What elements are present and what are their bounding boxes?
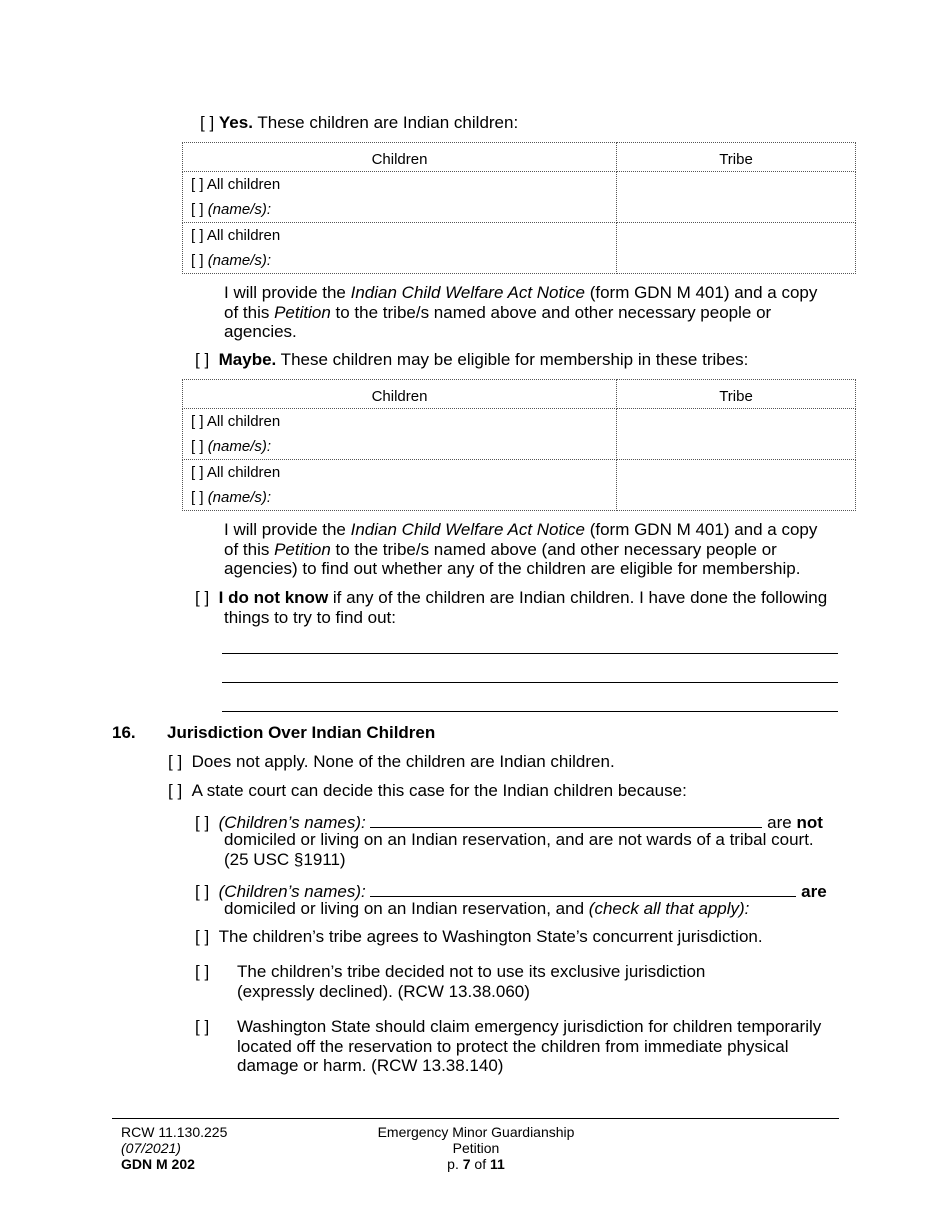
- table-row: [183, 172, 856, 223]
- answer-line[interactable]: [222, 653, 838, 654]
- all-children-option[interactable]: [ ] All children: [191, 176, 281, 193]
- yes-tribe-table: [182, 142, 856, 274]
- maybe-tribe-table: [182, 379, 856, 511]
- footer-divider: [112, 1118, 839, 1119]
- dont-know-option: [ ] I do not know if any of the children are Indian children. I have done the following: [195, 588, 828, 607]
- yes-label: Yes.: [218, 113, 253, 132]
- all-children-option[interactable]: [ ] All children: [191, 413, 281, 430]
- does-not-apply-option: [ ] Does not apply. None of the children are Indian children.: [168, 752, 615, 771]
- children-header: Children: [183, 380, 617, 409]
- names-option[interactable]: [ ] (name/s):: [191, 438, 272, 455]
- tribe-header: Tribe: [617, 380, 856, 409]
- tribe-cell[interactable]: [617, 172, 856, 223]
- notice-maybe-paragraph: I will provide the Indian Child Welfare Act Notice (form GDN M 401) and a copy of this Petition to the tribe/s named above (and other necessary people or agencies) to find out whether any of the children are eligible for membership.: [224, 520, 818, 578]
- maybe-label: Maybe.: [218, 350, 277, 369]
- checkbox[interactable]: [ ]: [195, 927, 210, 946]
- names-option[interactable]: [ ] (name/s):: [191, 489, 272, 506]
- dont-know-checkbox[interactable]: [ ]: [195, 588, 210, 607]
- concurrent-jurisdiction-option: [ ] The children’s tribe agrees to Washington State’s concurrent jurisdiction.: [195, 927, 763, 946]
- checkbox[interactable]: [ ]: [168, 781, 183, 800]
- section-number: 16.: [112, 723, 136, 742]
- not-domiciled-option: [ ] (Children’s names): are not: [195, 810, 835, 833]
- footer-center: Emergency Minor Guardianship Petition p. 7 of 11: [377, 1124, 575, 1172]
- sub1-line2: domiciled or living on an Indian reservation, and are not wards of a tribal court. (25 USC §1911): [224, 830, 814, 869]
- tribe-cell[interactable]: [617, 460, 856, 511]
- sub2-line2: domiciled or living on an Indian reservation, and (check all that apply):: [224, 899, 750, 918]
- yes-checkbox[interactable]: [ ]: [200, 113, 215, 132]
- dont-know-line2: things to try to find out:: [224, 608, 396, 627]
- declined-option: The children’s tribe decided not to use its exclusive jurisdiction (expressly declined). (RCW 13.38.060): [237, 962, 706, 1001]
- table-row: [183, 460, 856, 511]
- footer-left: RCW 11.130.225 (07/2021) GDN M 202: [121, 1124, 228, 1172]
- names-option[interactable]: [ ] (name/s):: [191, 252, 272, 269]
- tribe-cell[interactable]: [617, 223, 856, 274]
- childrens-names-field[interactable]: [370, 810, 762, 828]
- maybe-option: [ ] Maybe. These children may be eligible for membership in these tribes:: [195, 350, 749, 369]
- all-children-option[interactable]: [ ] All children: [191, 464, 281, 481]
- checkbox[interactable]: [ ]: [195, 962, 210, 981]
- notice-yes-paragraph: I will provide the Indian Child Welfare Act Notice (form GDN M 401) and a copy of this Petition to the tribe/s named above and other necessary people or agencies.: [224, 283, 818, 341]
- section-title: Jurisdiction Over Indian Children: [167, 723, 436, 742]
- answer-line[interactable]: [222, 711, 838, 712]
- names-option[interactable]: [ ] (name/s):: [191, 201, 272, 218]
- yes-text: These children are Indian children:: [252, 113, 519, 132]
- childrens-names-field[interactable]: [370, 879, 796, 897]
- maybe-checkbox[interactable]: [ ]: [195, 350, 210, 369]
- state-court-option: [ ] A state court can decide this case for the Indian children because:: [168, 781, 687, 800]
- emergency-option: Washington State should claim emergency jurisdiction for children temporarily located off the reservation to protect the children from immediate physical damage or harm. (RCW 13.38.140): [237, 1017, 822, 1075]
- checkbox[interactable]: [ ]: [195, 813, 210, 832]
- tribe-cell[interactable]: [617, 409, 856, 460]
- answer-line[interactable]: [222, 682, 838, 683]
- yes-option: [200, 113, 518, 133]
- checkbox[interactable]: [ ]: [195, 1017, 210, 1036]
- checkbox[interactable]: [ ]: [168, 752, 183, 771]
- tribe-header: Tribe: [617, 143, 856, 172]
- all-children-option[interactable]: [ ] All children: [191, 227, 281, 244]
- children-header: Children: [183, 143, 617, 172]
- domiciled-option: [ ] (Children’s names): are: [195, 879, 835, 902]
- table-row: [183, 409, 856, 460]
- checkbox[interactable]: [ ]: [195, 882, 210, 901]
- table-row: [183, 223, 856, 274]
